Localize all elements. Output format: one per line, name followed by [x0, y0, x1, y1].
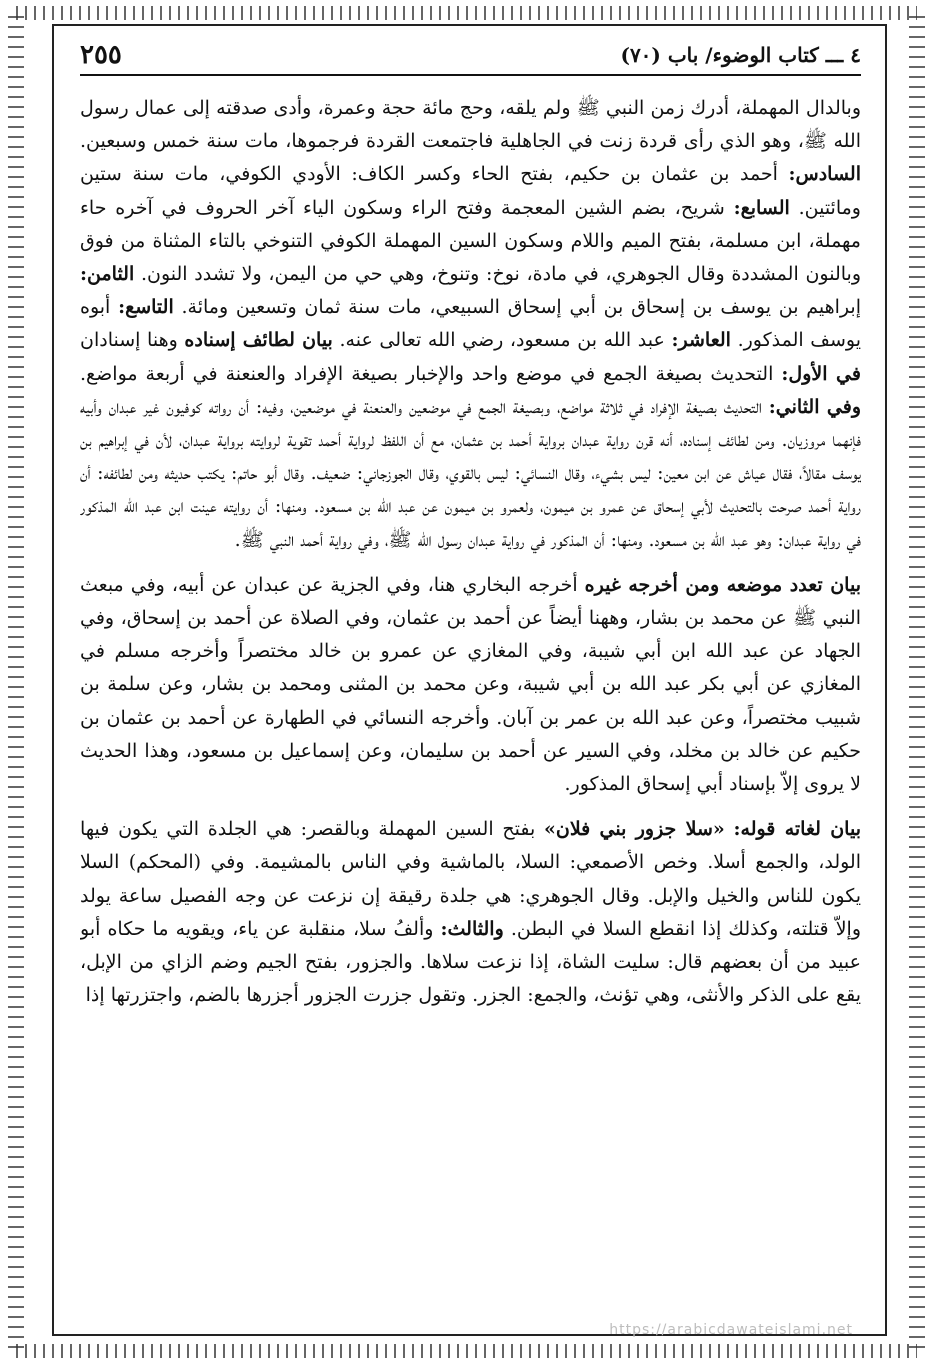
text-run: وألفُ سلا، منقلبة عن ياء، ويقويه ما حكاه أبو عبيد من أن بعضهم قال: سليت الشاة، إذا نزعت سلاها. والجزور، بفتح الجيم وضم الزاي من الإبل، يقع على الذكر والأنثى، وهي تؤنث، والجمع: الجزر. وتقول جزرت الجزور أجزرها بالضم، واجتزرتها إذا: [80, 917, 861, 1007]
text-run: وهنا إسنادان: [80, 329, 185, 352]
section-heading-run: «سلا جزور بني فلان»: [543, 818, 725, 841]
page-number: ٢٥٥: [80, 40, 122, 70]
ornament-border-left: [8, 16, 24, 1348]
section-heading-run: العاشر:: [671, 329, 731, 352]
text-run: أخرجه البخاري هنا، وفي الجزية عن عبدان عن أبيه، وفي مبعث النبي ﷺ عن محمد بن بشار، وههنا أيضاً عن أحمد بن عثمان، وفي الصلاة عن أحمد بن إسحاق، وفي الجهاد عن عبد الله ابن أبي شيبة، وفي المغازي عن عمرو بن خالد مختصراً وأخرجه مسلم في المغازي عن أبي بكر عبد الله بن أبي شيبة، وعن محمد بن المثنى ومحمد بن بشار، وعن سلمة بن شبيب مختصراً، وعن عبد الله بن عمر بن آبان. وأخرجه النسائي في الطهارة عن أحمد بن عثمان بن حكيم عن خالد بن مخلد، وفي السير عن أحمد بن سليمان، وعن إسماعيل بن مسعود، وهذا الحديث لا يروى إلاّ بإسناد أبي إسحاق المذكور.: [80, 573, 861, 796]
body-paragraph: [80, 569, 861, 801]
text-run: أحمد بن عثمان بن حكيم، بفتح الحاء وكسر الكاف: الأودي الكوفي، مات سنة ستين ومائتين.: [80, 163, 861, 219]
text-run: التحديث بصيغة الإفراد في ثلاثة مواضع، وبصيغة الجمع في موضعين والعنعنة في موضعين، وفيه: أن رواته كوفيون غير عبدان وأبيه فإنهما مروزيان. ومن لطائف إسناده، أنه قرن رواية عبدان برواية أحمد بن عثمان، مع أن اللفظ لرواية أحمد تقوية لروايته برواية عبدان، لأن في إبراهيم بن يوسف مقالاً، فقال عياش عن ابن معين: ليس بشيء، وقال النسائي: ليس بالقوي، وقال الجوزجاني: ضعيف. وقال أبو حاتم: يكتب حديثه ومن لطائفه: أن رواية أحمد صرحت بالتحديث لأبي إسحاق عن عمرو بن ميمون، ولعمرو بن ميمون عن عبد الله بن مسعود. ومنها: أن روايته عينت ابن عبد الله المذكور في رواية عبدان: وهو عبد الله بن مسعود. ومنها: أن المذكور في رواية عبدان رسول الله ﷺ، وفي رواية أحمد النبي ﷺ.: [80, 395, 861, 551]
body-paragraph: [80, 813, 861, 1012]
page-body: [80, 92, 861, 1304]
section-heading-run: في الأول:: [781, 362, 861, 385]
page-header: [80, 36, 861, 76]
section-heading-run: والثالث:: [440, 917, 504, 940]
text-run: [725, 818, 734, 840]
text-run: أبوه يوسف المذكور.: [80, 296, 861, 352]
section-heading-run: بيان لغاته قوله:: [733, 818, 861, 841]
section-heading-run: بيان لطائف إسناده: [184, 329, 333, 352]
section-heading-run: بيان تعدد موضعه ومن أخرجه غيره: [584, 573, 861, 596]
text-run: شريح، بضم الشين المعجمة وفتح الراء وسكون الياء آخر الحروف في آخره حاء مهملة، ابن مسلمة، بفتح الميم واللام وسكون السين المهملة الكوفي التنوخي بالتاء المثناة من فوق وبالنون المشددة وقال الجوهري، في مادة، نوخ: وتنوخ، وهي حي من اليمن، ولا تشدد النون.: [80, 196, 861, 286]
section-heading-run: السابع:: [733, 196, 790, 219]
section-heading-run: الثامن:: [80, 263, 135, 286]
text-run: عبد الله بن مسعود، رضي الله تعالى عنه.: [332, 329, 672, 352]
section-heading-run: السادس:: [788, 163, 861, 186]
text-run: إبراهيم بن يوسف بن إسحاق بن أبي إسحاق السبيعي، مات سنة ثمان وتسعين ومائة.: [173, 296, 861, 319]
watermark-url: https://arabicdawateislami.net: [609, 1322, 853, 1338]
body-paragraph: [80, 92, 861, 557]
ornament-border-bottom: [16, 1344, 917, 1358]
text-run: بفتح السين المهملة وبالقصر: هي الجلدة التي يكون فيها الولد، والجمع أسلا. وخص الأصمعي: السلا، بالماشية وفي الناس بالمشيمة. وفي (المحكم) السلا يكون للناس والخيل والإبل. وقال الجوهري: هي جلدة رقيقة إن نزعت عن وجه الفصيل ساعة يولد وإلاّ قتلته، وكذلك إذا انقطع السلا في البطن.: [80, 818, 861, 940]
ornament-border-top: [16, 6, 917, 20]
ornament-border-right: [909, 16, 925, 1348]
section-heading-run: وفي الثاني:: [768, 395, 861, 418]
running-head: ٤ ـــ كتاب الوضوء/ باب (٧٠): [620, 43, 861, 67]
text-run: وبالدال المهملة، أدرك زمن النبي ﷺ ولم يلقه، وحج مائة حجة وعمرة، وأدى صدقته إلى عمال رسول الله ﷺ، وهو الذي رأى قردة زنت في الجاهلية فاجتمعت القردة فرجموها، مات سنة خمس وسبعين.: [80, 97, 861, 153]
text-run: التحديث بصيغة الجمع في موضع واحد والإخبار بصيغة الإفراد والعنعنة في أربعة مواضع.: [80, 362, 782, 385]
section-heading-run: التاسع:: [118, 296, 174, 319]
